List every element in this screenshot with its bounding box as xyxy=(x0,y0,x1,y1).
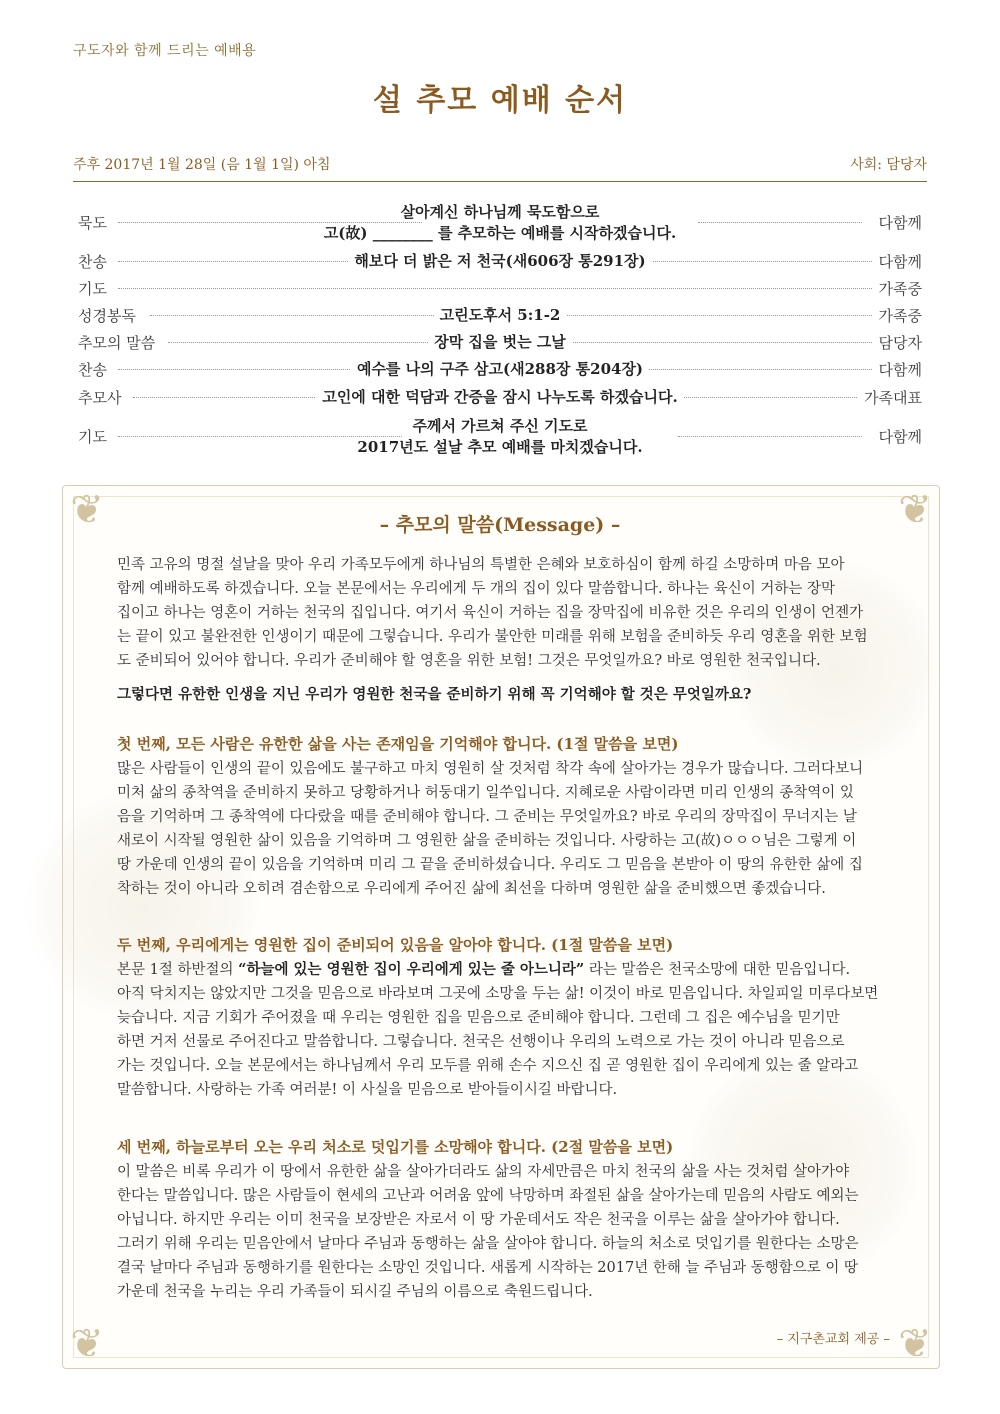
order-row-scripture xyxy=(78,305,922,327)
section-1-heading: 첫 번째, 모든 사람은 유한한 삶을 사는 존재임을 기억해야 합니다. (1절 말씀을 보면) xyxy=(117,735,679,753)
order-content: 예수를 나의 구주 삼고(새288장 통204장) xyxy=(351,360,649,378)
scripture-quote: “하늘에 있는 영원한 집이 우리에게 있는 줄 아느니라” xyxy=(238,961,585,978)
order-who: 다함께 xyxy=(878,428,922,446)
order-name: 기도 xyxy=(78,428,107,446)
corner-ornament-icon: ❦ xyxy=(70,487,104,533)
order-content: 고인에 대한 덕담과 간증을 잠시 나누도록 하겠습니다. xyxy=(316,388,683,406)
service-date: 주후 2017년 1월 28일 (음 1월 1일) 아침 xyxy=(73,157,331,173)
order-name: 묵도 xyxy=(78,214,107,232)
order-row-hymn-1 xyxy=(78,251,922,273)
order-name: 기도 xyxy=(78,280,107,298)
corner-ornament-icon: ❦ xyxy=(898,1321,932,1367)
order-who: 다함께 xyxy=(878,253,922,271)
order-name: 찬송 xyxy=(78,253,107,271)
credit-line: – 지구촌교회 제공 – xyxy=(776,1332,890,1347)
intro-paragraph: 민족 고유의 명절 설날을 맞아 우리 가족모두에게 하나님의 특별한 은혜와 보호하심이 함께 하길 소망하며 마음 모아 함께 예배하도록 하겠습니다. 오늘 본문에서는 우리에게 두 개의 집이 있다 말씀합니다. 하나는 육신이 거하는 장막 집이고 하나는 영혼이 거하는 천국의 집입니다. 여기서 육신이 거하는 집을 장막집에 비유한 것은 우리의 인생이 언젠가 는 끝이 있고 불완전한 인생이기 때문에 그렇습니다. 우리가 불안한 미래를 위해 보험을 준비하듯 우리 영혼을 위한 보험 도 준비되어 있어야 합니다. 우리가 준비해야 할 영혼을 위한 보험! 그것은 무엇일까요? 바로 영원한 천국입니다. xyxy=(117,557,868,669)
section-2-heading: 두 번째, 우리에게는 영원한 집이 준비되어 있음을 알아야 합니다. (1절 말씀을 보면) xyxy=(117,936,674,954)
order-content: 고린도후서 5:1-2 xyxy=(434,306,567,324)
order-row-silent-prayer xyxy=(78,202,922,246)
order-name: 추모의 말씀 xyxy=(78,334,156,352)
order-row-sermon xyxy=(78,332,922,354)
corner-ornament-icon: ❦ xyxy=(70,1321,104,1367)
section-3-paragraph: 이 말씀은 비록 우리가 이 땅에서 유한한 삶을 살아가더라도 삶의 자세만큼은 마치 천국의 삶을 사는 것처럼 살아가야 한다는 말씀입니다. 많은 사람들이 현세의 고난과 어려움 앞에 낙망하며 좌절된 삶을 살아가는데 믿음의 사람도 예외는 아닙니다. 하지만 우리는 이미 천국을 보장받은 자로서 이 땅 가운데서도 작은 천국을 이루는 삶을 살아가야 합니다. 그러기 위해 우리는 믿음안에서 날마다 주님과 동행하는 삶을 살아야 합니다. 하늘의 처소로 덧입기를 원한다는 소망은 결국 날마다 주님과 동행하기를 원한다는 소망인 것입니다. 새롭게 시작하는 2017년 한해 늘 주님과 동행함으로 이 땅 가운데 천국을 누리는 우리 가족들이 되시길 주님의 이름으로 축원드립니다. xyxy=(117,1164,859,1300)
order-name: 추모사 xyxy=(78,389,122,407)
order-who: 담당자 xyxy=(878,334,922,352)
intro-question: 그렇다면 유한한 인생을 지닌 우리가 영원한 천국을 준비하기 위해 꼭 기억해야 할 것은 무엇일까요? xyxy=(117,686,752,703)
divider xyxy=(73,181,927,182)
order-name: 성경봉독 xyxy=(78,307,136,325)
order-who: 가족중 xyxy=(878,280,922,298)
order-row-eulogy xyxy=(78,387,922,409)
service-host: 사회: 담당자 xyxy=(850,157,927,173)
order-who: 다함께 xyxy=(878,361,922,379)
order-content: 주께서 가르쳐 주신 기도로 2017년도 설날 추모 예배를 마치겠습니다. xyxy=(248,416,752,458)
order-content: 해보다 더 밝은 저 천국(새606장 통291장) xyxy=(348,252,651,270)
order-row-prayer-1 xyxy=(78,278,922,300)
section-1-paragraph: 많은 사람들이 인생의 끝이 있음에도 불구하고 마치 영원히 살 것처럼 착각 속에 살아가는 경우가 많습니다. 그러다보니 미처 삶의 종착역을 준비하지 못하고 당황하거나 허둥대기 일쑤입니다. 지혜로운 사람이라면 미리 인생의 종착역이 있 음을 기억하며 그 종착역에 다다랐을 때를 준비해야 합니다. 그 준비는 무엇일까요? 바로 우리의 장막집이 무너지는 날 새로이 시작될 영원한 삶이 있음을 기억하며 그 영원한 삶을 준비하는 것입니다. 사랑하는 고(故)ㅇㅇㅇ님은 그렇게 이 땅 가운데 인생의 끝이 있음을 기억하며 미리 그 끝을 준비하셨습니다. 우리도 그 믿음을 본받아 이 땅의 유한한 삶에 집 착하는 것이 아니라 오히려 겸손함으로 우리에게 주어진 삶에 최선을 다하며 영원한 삶을 준비했으면 좋겠습니다. xyxy=(117,761,864,897)
message-title: – 추모의 말씀(Message) – xyxy=(379,514,621,536)
order-who: 가족대표 xyxy=(864,389,922,407)
corner-ornament-icon: ❦ xyxy=(898,487,932,533)
dot-leader xyxy=(118,288,872,289)
top-note: 구도자와 함께 드리는 예배용 xyxy=(73,43,257,59)
order-content: 장막 집을 벗는 그날 xyxy=(428,333,572,351)
page-title: 설 추모 예배 순서 xyxy=(372,83,628,118)
order-name: 찬송 xyxy=(78,361,107,379)
section-3-heading: 세 번째, 하늘로부터 오는 우리 처소로 덧입기를 소망해야 합니다. (2절 말씀을 보면) xyxy=(117,1138,674,1156)
order-who: 다함께 xyxy=(878,214,922,232)
meta-row xyxy=(73,150,927,174)
order-who: 가족중 xyxy=(878,307,922,325)
section-2-paragraph: 본문 1절 하반절의 “하늘에 있는 영원한 집이 우리에게 있는 줄 아느니라” 라는 말씀은 천국소망에 대한 믿음입니다. 아직 닥치지는 않았지만 그것을 믿음으로 바라보며 그곳에 소망을 두는 삶! 이것이 바로 믿음입니다. 차일피일 미루다보면 늦습니다. 지금 기회가 주어졌을 때 우리는 영원한 집을 믿음으로 준비해야 합니다. 그런데 그 집은 예수님을 믿기만 하면 거저 선물로 주어진다고 말씀합니다. 그렇습니다. 천국은 선행이나 우리의 노력으로 가는 것이 아니라 믿음으로 가는 것입니다. 오늘 본문에서는 하나님께서 우리 모두를 위해 손수 지으신 집 곧 영원한 집이 우리에게 있는 줄 알라고 말씀합니다. 사랑하는 가족 여러분! 이 사실을 믿음으로 받아들이시길 바랍니다. xyxy=(117,961,879,1098)
order-row-hymn-2 xyxy=(78,359,922,381)
order-content: 살아계신 하나님께 묵도함으로 고(故) ________ 를 추모하는 예배를 시작하겠습니다. xyxy=(248,202,752,244)
order-row-prayer-2 xyxy=(78,416,922,460)
